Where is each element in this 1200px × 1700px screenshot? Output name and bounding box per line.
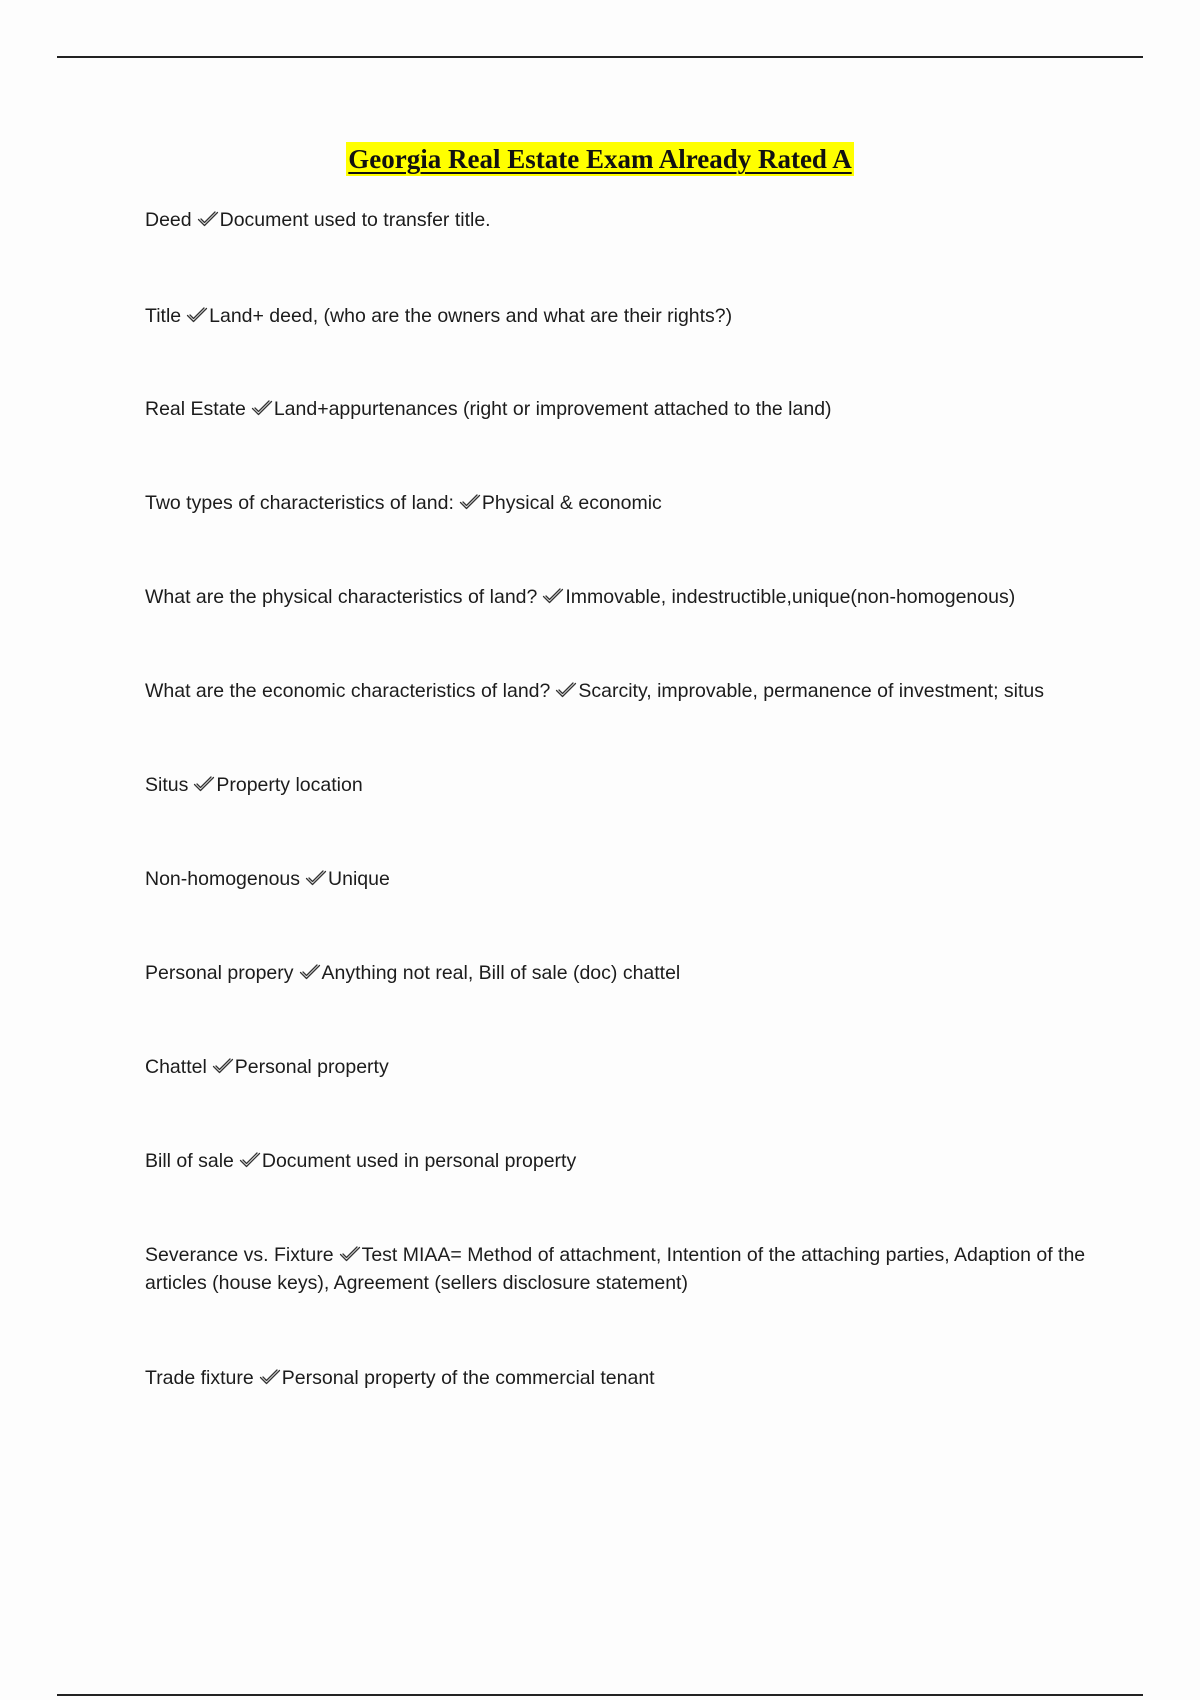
entry-term: Situs <box>145 774 189 796</box>
flashcard-entry <box>145 302 1105 330</box>
entry-term: What are the physical characteristics of land? <box>145 586 538 608</box>
checkmark-icon <box>251 400 273 416</box>
entry-term: Bill of sale <box>145 1150 234 1172</box>
checkmark-icon <box>259 1369 281 1385</box>
checkmark-icon <box>197 211 219 227</box>
checkmark-icon <box>299 964 321 980</box>
document-title: Georgia Real Estate Exam Already Rated A <box>348 144 852 174</box>
entry-definition: Anything not real, Bill of sale (doc) chattel <box>321 962 681 984</box>
entry-definition: Document used to transfer title. <box>219 209 491 231</box>
entry-term: Severance vs. Fixture <box>145 1244 334 1266</box>
flashcard-entry <box>145 395 1105 423</box>
entry-term: Personal propery <box>145 962 294 984</box>
checkmark-icon <box>186 307 208 323</box>
entry-term: Real Estate <box>145 398 246 420</box>
flashcard-entry <box>145 677 1105 705</box>
entry-definition: Property location <box>216 774 363 796</box>
entry-term: Chattel <box>145 1056 207 1078</box>
entry-definition: Land+appurtenances (right or improvement attached to the land) <box>273 398 832 420</box>
checkmark-icon <box>542 588 564 604</box>
flashcard-entry <box>145 771 1105 799</box>
entry-definition: Immovable, indestructible,unique(non-homogenous) <box>565 586 1016 608</box>
entry-definition: Physical & economic <box>481 492 662 514</box>
entry-definition: Test MIAA= Method of attachment, Intention of the attaching parties, Adaption of the articles (house keys), Agreement (sellers disclosure statement) <box>145 1244 1086 1294</box>
entry-definition: Scarcity, improvable, permanence of investment; situs <box>578 680 1045 702</box>
entry-definition: Land+ deed, (who are the owners and what are their rights?) <box>209 305 733 327</box>
flashcard-entry <box>145 1241 1105 1297</box>
checkmark-icon <box>305 870 327 886</box>
flashcard-entry <box>145 489 1105 517</box>
header-rule <box>57 56 1143 58</box>
checkmark-icon <box>339 1246 361 1262</box>
flashcard-entry <box>145 1147 1105 1175</box>
entry-term: Title <box>145 305 182 327</box>
checkmark-icon <box>555 682 577 698</box>
flashcard-entry <box>145 206 1105 234</box>
flashcard-entry <box>145 865 1105 893</box>
entry-term: Trade fixture <box>145 1367 254 1389</box>
flashcard-entry <box>145 583 1105 611</box>
flashcard-entry <box>145 1364 1105 1392</box>
footer-rule <box>57 1694 1143 1696</box>
checkmark-icon <box>193 776 215 792</box>
checkmark-icon <box>239 1152 261 1168</box>
entry-definition: Unique <box>328 868 390 890</box>
flashcard-entry <box>145 1053 1105 1081</box>
entry-definition: Document used in personal property <box>261 1150 577 1172</box>
entry-definition: Personal property <box>234 1056 389 1078</box>
flashcard-entry <box>145 959 1105 987</box>
entry-term: What are the economic characteristics of land? <box>145 680 551 702</box>
entry-term: Deed <box>145 209 192 231</box>
entry-term: Non-homogenous <box>145 868 301 890</box>
checkmark-icon <box>212 1058 234 1074</box>
entry-term: Two types of characteristics of land: <box>145 492 454 514</box>
entry-definition: Personal property of the commercial tenant <box>281 1367 655 1389</box>
title-container <box>0 142 1200 176</box>
checkmark-icon <box>459 494 481 510</box>
